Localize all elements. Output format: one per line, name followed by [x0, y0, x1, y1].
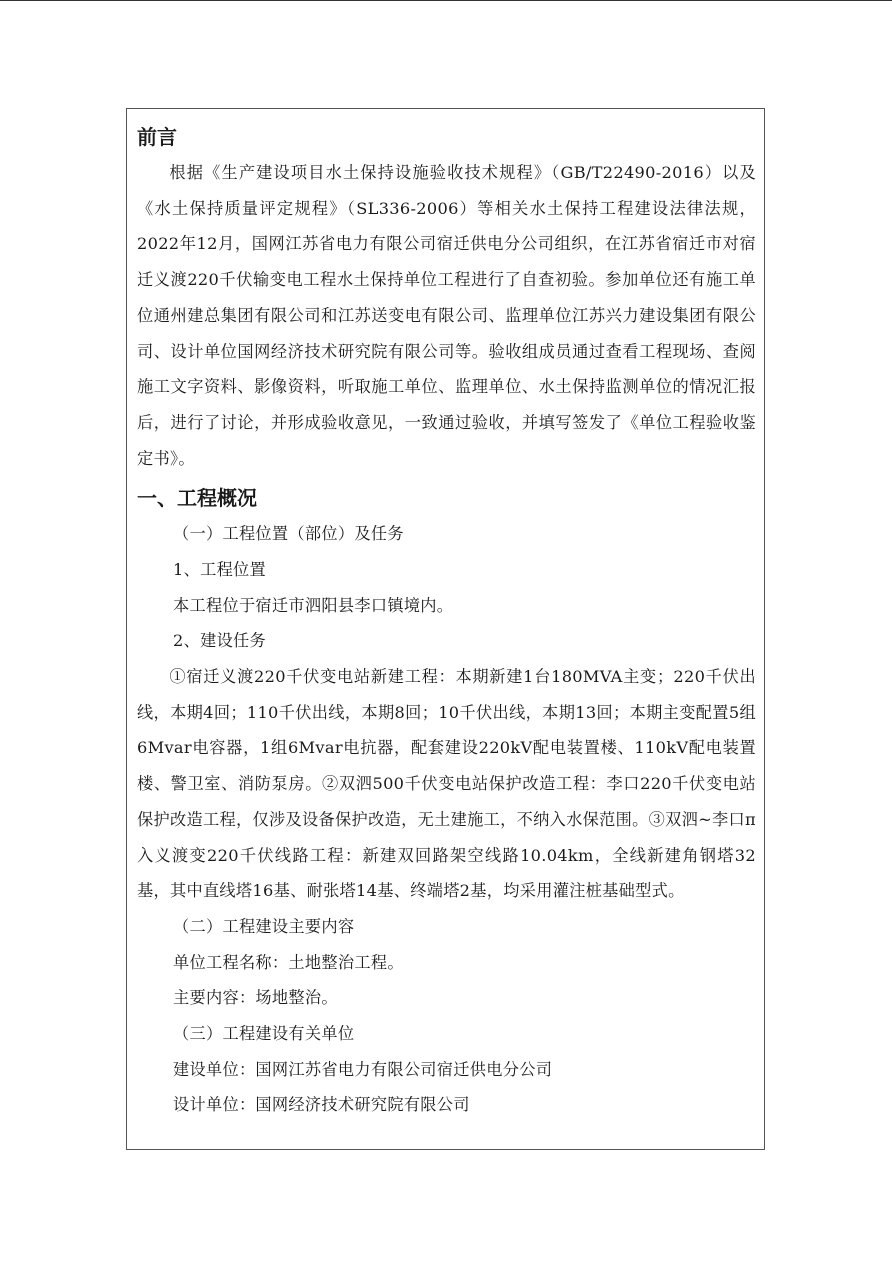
section-heading-overview: 一、工程概况 [137, 486, 257, 511]
preface-heading: 前言 [137, 125, 177, 149]
main-content-text: 主要内容：场地整治。 [173, 988, 338, 1008]
unit-project-name: 单位工程名称：土地整治工程。 [173, 952, 404, 972]
subsection-title-units: （三）工程建设有关单位 [173, 1024, 355, 1044]
item-title-location: 1、工程位置 [173, 560, 267, 580]
item-title-tasks: 2、建设任务 [173, 631, 267, 651]
subsection-title-main-content: （二）工程建设主要内容 [173, 917, 355, 936]
design-unit: 设计单位：国网经济技术研究院有限公司 [173, 1095, 470, 1115]
subsection-title-location-tasks: （一）工程位置（部位）及任务 [173, 524, 404, 544]
top-border-line [0, 0, 892, 1]
document-frame [126, 108, 765, 1150]
location-text: 本工程位于宿迁市泗阳县李口镇境内。 [173, 595, 454, 615]
construction-unit: 建设单位：国网江苏省电力有限公司宿迁供电分公司 [173, 1059, 553, 1079]
tasks-paragraph: ①宿迁义渡220千伏变电站新建工程：本期新建1台180MVA主变；220千伏出线，本期4回；110千伏出线，本期8回；10千伏出线，本期13回；本期主变配置5组6Mvar电容器，1组6Mvar电抗器，配套建设220kV配电装置楼、110kV配电装置楼、警卫室、消防泵房。②双泗500千伏变电站保护改造工程：李口220千伏变电站保护改造工程，仅涉及设备保护改造，无土建施工，不纳入水保范围。③双泗~李口π入义渡变220千伏线路工程：新建双回路架空线路10.04km，全线新建角钢塔32基，其中直线塔16基、耐张塔14基、终端塔2基，均采用灌注桩基础型式。 [137, 667, 756, 901]
preface-paragraph: 根据《生产建设项目水土保持设施验收技术规程》（GB/T22490-2016）以及《水土保持质量评定规程》（SL336-2006）等相关水土保持工程建设法律法规，2022年12月，国网江苏省电力有限公司宿迁供电分公司组织，在江苏省宿迁市对宿迁义渡220千伏输变电工程水土保持单位工程进行了自查初验。参加单位还有施工单位通州建总集团有限公司和江苏送变电有限公司、监理单位江苏兴力建设集团有限公司、设计单位国网经济技术研究院有限公司等。验收组成员通过查看工程现场、查阅施工文字资料、影像资料，听取施工单位、监理单位、水土保持监测单位的情况汇报后，进行了讨论，并形成验收意见，一致通过验收，并填写签发了《单位工程验收鉴定书》。 [137, 163, 756, 468]
